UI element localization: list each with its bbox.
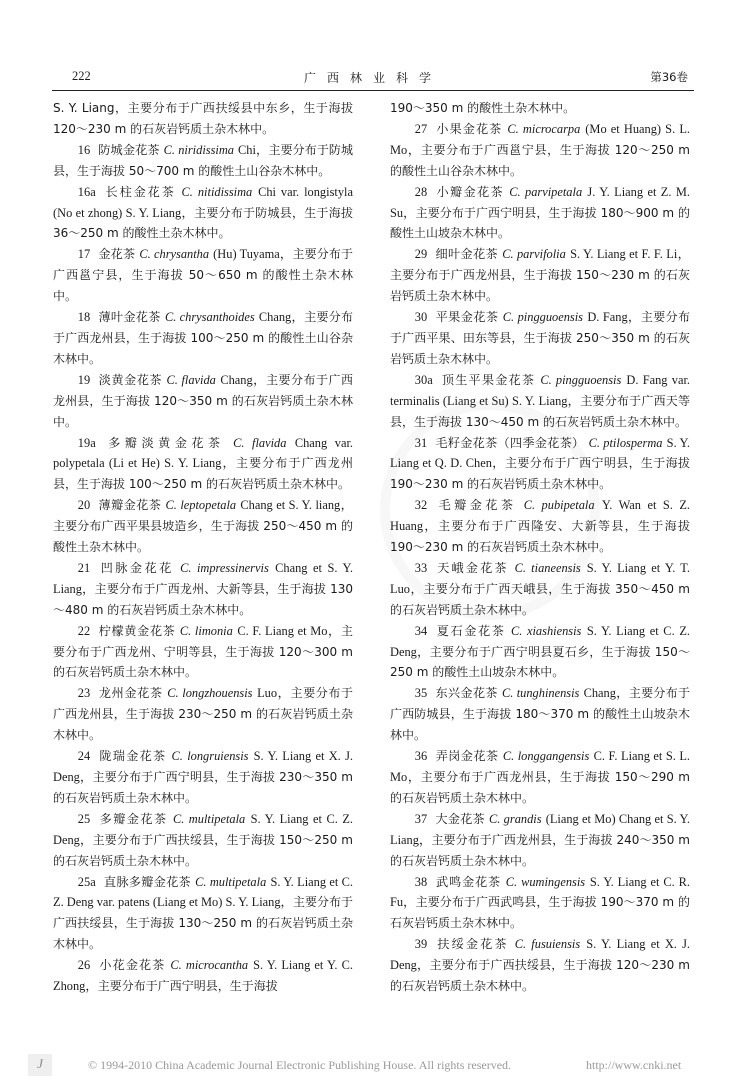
distribution-text: 主要分布于广西扶绥县，生于海拔 120～230 m 的石灰岩钙质土杂木林中。 (390, 958, 690, 994)
distribution-text: 主要分布于广西武鸣县，生于海拔 190～370 m 的石灰岩钙质土杂木林中。 (390, 895, 690, 931)
chinese-name: 顶生平果金花茶 (440, 372, 536, 387)
authority: Chang， (258, 310, 305, 325)
volume-label: 第36卷 (650, 70, 688, 84)
entry-number: 20 (77, 498, 91, 513)
authority: S. Y. Liang et C. Z. Deng var. patens (Liang et Mo) S. Y. Liang， (53, 874, 354, 910)
distribution-text: 主要分布于广西宁明县夏石乡，生于海拔 150～250 m 的酸性土山坡杂木林中。 (390, 644, 690, 680)
distribution-text: 主要分布于广西宁明县，生于海拔 180～900 m 的酸性土山坡杂木林中。 (390, 205, 690, 241)
species-entry (390, 934, 690, 997)
latin-name: C. multipetala (195, 874, 267, 889)
latin-name: C. tunghinensis (501, 686, 580, 701)
distribution-text: 主要分布于防城县，生于海拔 50～700 m 的酸性土山谷杂木林中。 (53, 142, 354, 178)
chinese-name: 薄叶金花茶 (98, 310, 161, 325)
distribution-text: 主要分布于广西宁明县，生于海拔 190～230 m 的石灰岩钙质土杂木林中。 (390, 456, 690, 492)
species-entry (53, 558, 353, 621)
latin-name: C. longruiensis (171, 749, 249, 764)
latin-name: C. longzhouensis (167, 686, 253, 701)
latin-name: C. niridissima (163, 142, 234, 157)
latin-name: C. chrysanthoides (164, 310, 255, 325)
entry-number: 34 (414, 623, 428, 638)
authority: Chi， (238, 142, 269, 157)
chinese-name: 夏石金花茶 (435, 623, 506, 638)
distribution-text: 主要分布于广西天等县，生于海拔 130～450 m 的石灰岩钙质土杂木林中。 (390, 393, 690, 429)
entry-number: 32 (414, 498, 428, 513)
authority: Chang， (220, 372, 267, 387)
distribution-text: 主要分布于广西宁明县，生于海拔 230～350 m 的石灰岩钙质土杂木林中。 (53, 770, 353, 805)
page-number: 222 (72, 69, 91, 83)
chinese-name: 细叶金花茶 (435, 247, 498, 262)
species-entry (53, 621, 353, 684)
authority: S. Y. Liang et X. J. Deng， (390, 937, 690, 973)
authority: (Mo et Huang) S. L. Mo， (390, 121, 690, 157)
copyright-footer (28, 1054, 728, 1078)
species-entry (53, 140, 353, 182)
species-entry (390, 182, 690, 245)
authority: S. Y. Liang et Q. D. Chen， (390, 435, 690, 471)
latin-name: C. limonia (179, 623, 233, 638)
distribution-text: 主要分布于广西龙州县，生于海拔 150～230 m 的石灰岩钙质土杂木林中。 (390, 268, 690, 304)
distribution-text: 主要分布于广西天峨县，生于海拔 350～450 m 的石灰岩钙质土杂木林中。 (390, 581, 690, 617)
species-entry (53, 872, 353, 956)
chinese-name: 长柱金花茶 (103, 184, 176, 199)
latin-name: C. xiashiensis (510, 623, 582, 638)
authority: Chang var. polypetala (Li et He) S. Y. Liang， (53, 435, 353, 471)
distribution-text: 主要分布广西平果县坡造乡，生于海拔 250～450 m 的酸性土杂木林中。 (53, 519, 353, 555)
chinese-name: 天峨金花茶 (435, 560, 509, 575)
authority: J. Y. Liang et Z. M. Su， (390, 184, 690, 220)
species-entry (390, 872, 690, 935)
chinese-name: 多瓣淡黄金花茶 (103, 435, 225, 450)
authority: C. F. Liang et Mo， (237, 623, 341, 638)
chinese-name: 武鸣金花茶 (435, 874, 502, 889)
entry-number: 38 (414, 874, 428, 889)
chinese-name: 陇瑞金花茶 (98, 749, 167, 764)
chinese-name: 多瓣金花茶 (98, 811, 168, 826)
chinese-name: 柠檬黄金花茶 (98, 623, 176, 638)
authority: S. Y. Liang et X. J. Deng， (53, 749, 353, 784)
entry-number: 36 (414, 749, 428, 764)
chinese-name: 弄岗金花茶 (435, 749, 499, 764)
species-entry (53, 244, 353, 307)
latin-name: C. parvifolia (502, 247, 566, 262)
distribution-text: 主要分布于广西龙州、宁明等县，生于海拔 120～300 m 的石灰岩钙质土杂木林中。 (53, 623, 354, 680)
species-entry (390, 370, 690, 433)
species-entry (390, 683, 690, 746)
latin-name: C. parvipetala (509, 184, 583, 199)
authority: D. Fang var. terminalis (Liang et Su) S. Y. Liang， (390, 372, 690, 408)
latin-name: C. tianeensis (514, 560, 581, 575)
entry-number: 39 (414, 937, 428, 952)
latin-name: C. longgangensis (502, 749, 590, 764)
chinese-name: 大金花茶 (435, 811, 485, 826)
authority: Luo， (257, 686, 291, 701)
latin-name: C. pingguoensis (502, 310, 584, 325)
entry-number: 28 (414, 184, 428, 199)
entry-number: 21 (77, 560, 91, 575)
continued-paragraph (390, 98, 690, 119)
continued-paragraph (53, 98, 353, 140)
chinese-name: 直脉多瓣金花茶 (103, 874, 191, 889)
entry-number: 17 (77, 247, 91, 262)
entry-number: 31 (414, 435, 428, 450)
distribution-text: 主要分布于广西宁明县，生于海拔 (97, 979, 278, 994)
entry-number: 16 (77, 142, 91, 157)
species-entry (53, 809, 353, 872)
entry-number: 30a (414, 372, 433, 387)
journal-title: 广西林业科学 (303, 71, 442, 85)
authority: C. F. Liang et S. L. Mo， (390, 749, 690, 784)
latin-name: C. multipetala (172, 811, 246, 826)
distribution-text: 主要分布于广西防城县，生于海拔 180～370 m 的酸性土山坡杂木林中。 (390, 686, 690, 743)
species-entry (53, 683, 353, 746)
chinese-name: 淡黄金花茶 (98, 372, 163, 387)
cnki-logo-icon: J (28, 1054, 52, 1076)
latin-name: C. grandis (489, 811, 542, 826)
latin-name: C. microcantha (170, 958, 249, 973)
species-entry (53, 370, 353, 433)
authority: Chang et S. Y. liang， (240, 498, 353, 513)
authority: Chang et S. Y. Liang， (53, 560, 353, 596)
entry-number: 25a (77, 874, 96, 889)
entry-number: 29 (414, 247, 428, 262)
chinese-name: 龙州金花茶 (98, 686, 163, 701)
chinese-name: 扶绥金花茶 (435, 937, 509, 952)
distribution-text: 主要分布于广西龙州县，生于海拔 100～250 m 的石灰岩钙质土杂木林中。 (53, 456, 353, 492)
cnki-url-link[interactable]: http://www.cnki.net (586, 1058, 682, 1072)
authority: S. Y. Liang et Y. T. Luo， (390, 560, 690, 596)
chinese-name: 小果金花茶 (435, 121, 503, 136)
entry-number: 19 (77, 372, 91, 387)
entry-number: 22 (77, 623, 91, 638)
chinese-name: 东兴金花茶 (435, 686, 498, 701)
latin-name: C. impressinervis (180, 560, 269, 575)
distribution-text: 主要分布于广西龙州县，生于海拔 230～250 m 的石灰岩钙质土杂木林中。 (53, 686, 353, 743)
latin-name: C. pubipetala (523, 498, 595, 513)
species-entry (53, 433, 353, 496)
latin-name: C. fusuiensis (514, 937, 581, 952)
chinese-name: 毛瓣金花茶 (435, 498, 517, 513)
species-entry (390, 558, 690, 621)
latin-name: C. nitidissima (181, 184, 253, 199)
chinese-name: 金花茶 (98, 247, 136, 262)
chinese-name: 薄瓣金花茶 (98, 498, 162, 513)
entry-number: 33 (414, 560, 428, 575)
authority: Y. Wan et S. Z. Huang， (390, 498, 691, 534)
species-entry (390, 244, 690, 307)
chinese-name: 毛籽金花茶（四季金花茶） (435, 435, 585, 450)
authority: S. Y. Liang et F. F. Li， (570, 247, 690, 262)
distribution-text: 主要分布于广西邕宁县，生于海拔 120～250 m 的酸性土山谷杂木林中。 (390, 142, 690, 178)
distribution-text: 主要分布于广西邕宁县，生于海拔 50～650 m 的酸性土杂木林中。 (53, 247, 353, 304)
entry-number: 18 (77, 310, 91, 325)
entry-text: 190～350 m 的酸性土杂木林中。 (390, 101, 576, 115)
authority: Chi var. longistyla (No et zhong) S. Y. Liang， (53, 184, 353, 220)
chinese-name: 小瓣金花茶 (435, 184, 504, 199)
distribution-text: 主要分布于广西平果、田东等县，生于海拔 250～350 m 的石灰岩钙质土杂木林中。 (390, 310, 690, 366)
chinese-name: 小花金花茶 (98, 958, 166, 973)
entry-number: 30 (414, 310, 428, 325)
authority: Chang， (583, 686, 629, 701)
species-entry (53, 495, 353, 558)
species-entry (390, 746, 690, 809)
species-entry (390, 307, 690, 370)
latin-name: C. leptopetala (165, 498, 237, 513)
distribution-text: 主要分布于防城县，生于海拔 36～250 m 的酸性土杂木林中。 (53, 205, 353, 241)
running-header (52, 66, 694, 91)
species-entry (390, 621, 690, 684)
species-entry (53, 182, 353, 245)
authority: D. Fang， (587, 310, 641, 325)
left-column (53, 98, 353, 997)
species-entry (390, 495, 690, 558)
latin-name: C. ptilosperma (588, 435, 663, 450)
species-entry (53, 955, 353, 997)
distribution-text: 主要分布于广西龙州县，生于海拔 240～350 m 的石灰岩钙质土杂木林中。 (390, 832, 690, 868)
authority: S. Y. Liang et C. R. Fu， (390, 874, 690, 910)
entry-number: 24 (77, 749, 91, 764)
latin-name: C. chrysantha (139, 247, 210, 262)
latin-name: C. flavida (233, 435, 287, 450)
entry-number: 37 (414, 811, 428, 826)
latin-name: C. wumingensis (505, 874, 586, 889)
entry-number: 35 (414, 686, 428, 701)
latin-name: C. microcarpa (507, 121, 581, 136)
entry-text: S. Y. Liang，主要分布于广西扶绥县中东乡，生于海拔 120～230 m 的石灰岩钙质土杂木林中。 (53, 101, 353, 136)
copyright-text: © 1994-2010 China Academic Journal Electronic Publishing House. All rights reserved. (88, 1058, 512, 1072)
chinese-name: 平果金花茶 (435, 310, 499, 325)
entry-number: 19a (77, 435, 96, 450)
chinese-name: 防城金花茶 (98, 142, 160, 157)
authority: (Liang et Mo) Chang et S. Y. Liang， (390, 811, 691, 847)
distribution-text: 主要分布于广西扶绥县，生于海拔 130～250 m 的石灰岩钙质土杂木林中。 (53, 895, 353, 952)
species-entry (53, 746, 353, 809)
right-column (390, 98, 690, 997)
species-entry (53, 307, 353, 370)
distribution-text: 主要分布于广西隆安、大新等县，生于海拔 190～230 m 的石灰岩钙质土杂木林中。 (390, 519, 690, 555)
distribution-text: 主要分布于广西龙州县，生于海拔 100～250 m 的酸性土山谷杂木林中。 (53, 310, 353, 366)
distribution-text: 主要分布于广西龙州县，生于海拔 120～350 m 的石灰岩钙质土杂木林中。 (53, 372, 354, 429)
distribution-text: 主要分布于广西扶绥县，生于海拔 150～250 m 的石灰岩钙质土杂木林中。 (53, 832, 353, 868)
entry-number: 23 (77, 686, 91, 701)
entry-number: 27 (414, 121, 428, 136)
distribution-text: 主要分布于广西龙州县，生于海拔 150～290 m 的石灰岩钙质土杂木林中。 (390, 770, 690, 805)
entry-number: 25 (77, 811, 91, 826)
entry-number: 26 (77, 958, 91, 973)
entry-number: 16a (77, 184, 96, 199)
species-entry (390, 433, 690, 496)
authority: S. Y. Liang et C. Z. Deng， (390, 623, 690, 659)
distribution-text: 主要分布于广西龙州、大新等县，生于海拔 130～480 m 的石灰岩钙质土杂木林中。 (53, 581, 353, 617)
authority: S. Y. Liang et C. Z. Deng， (53, 811, 353, 847)
latin-name: C. flavida (166, 372, 216, 387)
species-entry (390, 809, 690, 872)
authority: S. Y. Liang et Y. C. Zhong， (53, 958, 353, 994)
latin-name: C. pingguoensis (540, 372, 622, 387)
chinese-name: 凹脉金花花 (98, 560, 174, 575)
species-entry (390, 119, 690, 182)
authority: (Hu) Tuyama， (213, 247, 293, 262)
